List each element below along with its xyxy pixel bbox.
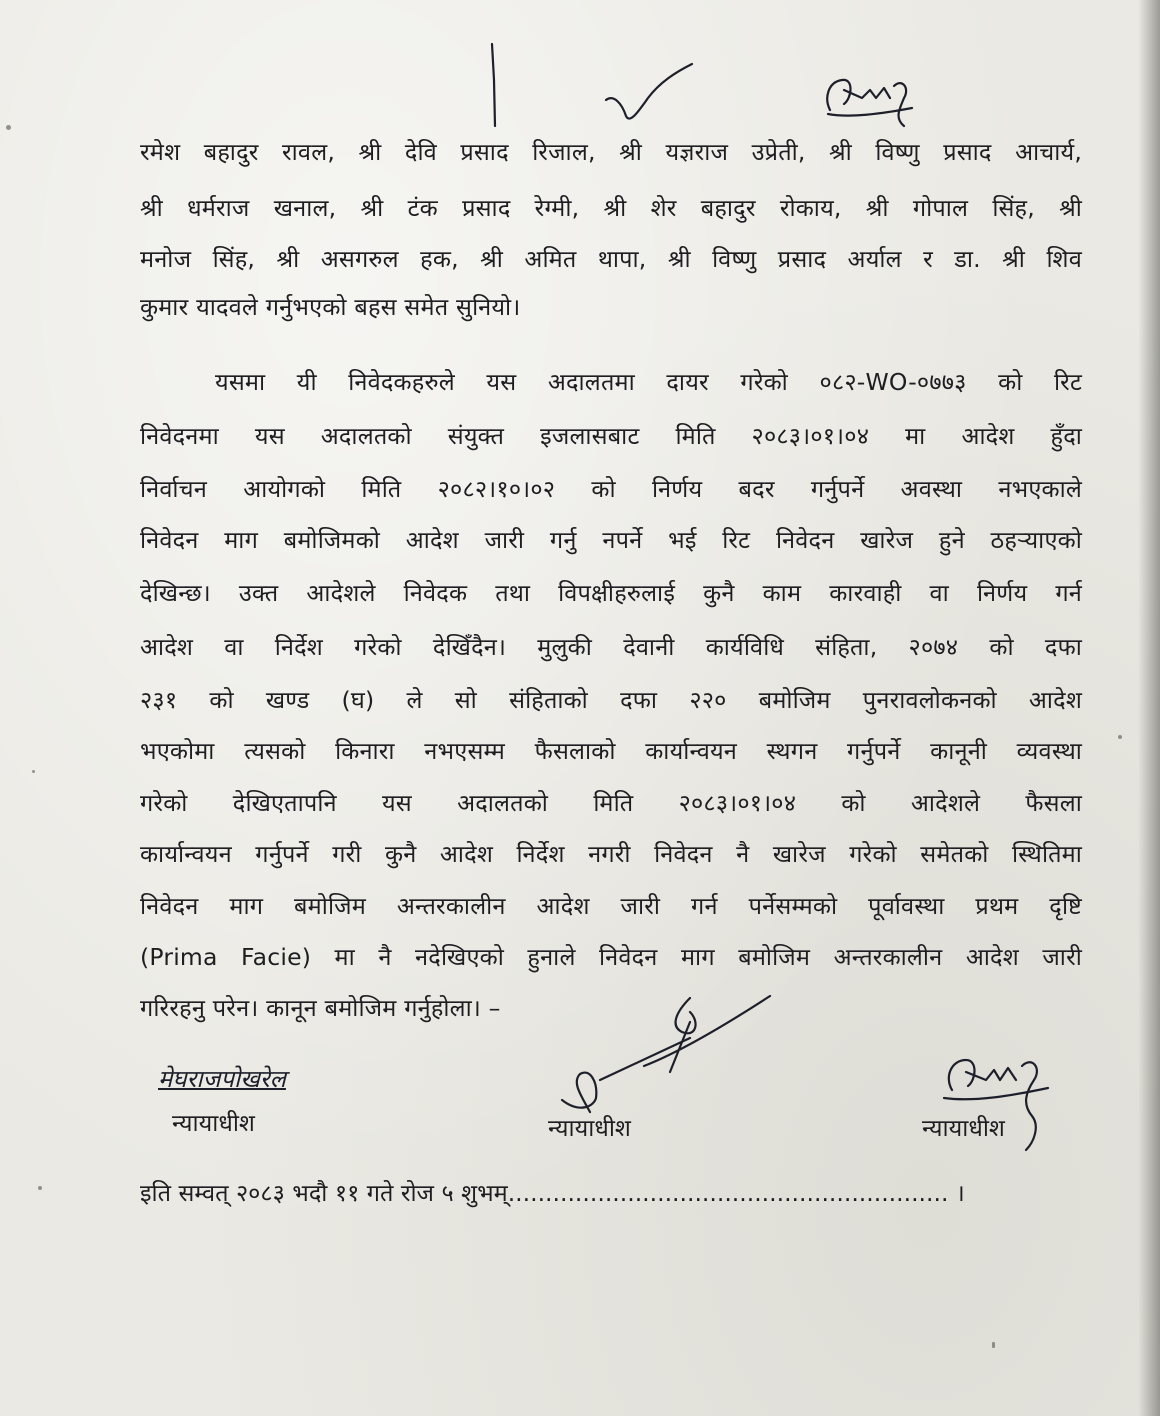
paragraph-2-line-4: निवेदन माग बमोजिमको आदेश जारी गर्नु नपर्ने भई रिट निवेदन खारेज हुने ठहऱ्याएको [140, 526, 1082, 554]
page-edge-shadow [1138, 0, 1160, 1416]
paper-speck [1118, 735, 1122, 739]
paragraph-2-line-6: आदेश वा निर्देश गरेको देखिँदैन। मुलुकी देवानी कार्यविधि संहिता, २०७४ को दफा [140, 633, 1082, 661]
paragraph-1-line-3: मनोज सिंह, श्री असगरुल हक, श्री अमित थापा, श्री विष्णु प्रसाद अर्याल र डा. श्री शिव [140, 245, 1082, 273]
top-margin-mark-stroke [480, 40, 510, 130]
paragraph-2-line-10: कार्यान्वयन गर्नुपर्ने गरी कुनै आदेश निर्देश नगरी निवेदन नै खारेज गरेको समेतको स्थितिमा [140, 840, 1082, 868]
top-checkmark-signature [600, 60, 700, 130]
paragraph-2-line-9: गरेको देखिएतापनि यस अदालतको मिति २०८३।०१।०४ को आदेशले फैसला [140, 789, 1082, 817]
judge-middle-label: न्यायाधीश [548, 1114, 631, 1142]
paragraph-1-line-4: कुमार यादवले गर्नुभएको बहस समेत सुनियो। [140, 293, 521, 321]
paragraph-2-line-2: निवेदनमा यस अदालतको संयुक्त इजलासबाट मिति २०८३।०१।०४ मा आदेश हुँदा [140, 422, 1082, 450]
paragraph-2-line-8: भएकोमा त्यसको किनारा नभएसम्म फैसलाको कार्यान्वयन स्थगन गर्नुपर्ने कानूनी व्यवस्था [140, 737, 1082, 765]
judge-left-label: न्यायाधीश [172, 1109, 255, 1137]
paper-speck [32, 770, 35, 773]
judge-left-handwritten-signature: मेघराजपोखरेल [158, 1065, 286, 1093]
paragraph-1-line-2: श्री धर्मराज खनाल, श्री टंक प्रसाद रेग्मी, श्री शेर बहादुर रोकाय, श्री गोपाल सिंह, श्री [140, 194, 1082, 222]
paragraph-1-line-1: रमेश बहादुर रावल, श्री देवि प्रसाद रिजाल, श्री यज्ञराज उप्रेती, श्री विष्णु प्रसाद आचार्य, [140, 138, 1082, 166]
paragraph-2-line-11: निवेदन माग बमोजिम अन्तरकालीन आदेश जारी गर्न पर्नेसम्मको पूर्वावस्था प्रथम दृष्टि [140, 892, 1082, 920]
paragraph-2-line-5: देखिन्छ। उक्त आदेशले निवेदक तथा विपक्षीहरुलाई कुनै काम कारवाही वा निर्णय गर्न [140, 579, 1082, 607]
judge-middle-signature [540, 982, 780, 1122]
judge-right-label: न्यायाधीश [922, 1114, 1005, 1142]
paragraph-2-line-7: २३१ को खण्ड (घ) ले सो संहिताको दफा २२० बमोजिम पुनरावलोकनको आदेश [140, 686, 1082, 714]
paper-speck [992, 1342, 995, 1348]
paragraph-2-line-1: यसमा यी निवेदकहरुले यस अदालतमा दायर गरेको ०८२-WO-०७७३ को रिट [215, 368, 1082, 396]
paper-speck [6, 125, 11, 130]
paper-speck [38, 1186, 42, 1190]
paragraph-2-line-3: निर्वाचन आयोगको मिति २०८२।१०।०२ को निर्णय बदर गर्नुपर्ने अवस्था नभएकाले [140, 475, 1082, 503]
paragraph-2-line-12: (Prima Facie) मा नै नदेखिएको हुनाले निवेदन माग बमोजिम अन्तरकालीन आदेश जारी [140, 943, 1082, 971]
closing-date-line: इति सम्वत् २०८३ भदौ ११ गते रोज ५ शुभम्........................................................... । [140, 1179, 965, 1207]
paragraph-2-line-13: गरिरहनु परेन। कानून बमोजिम गर्नुहोला। – [140, 994, 501, 1022]
top-right-signature [810, 68, 920, 140]
